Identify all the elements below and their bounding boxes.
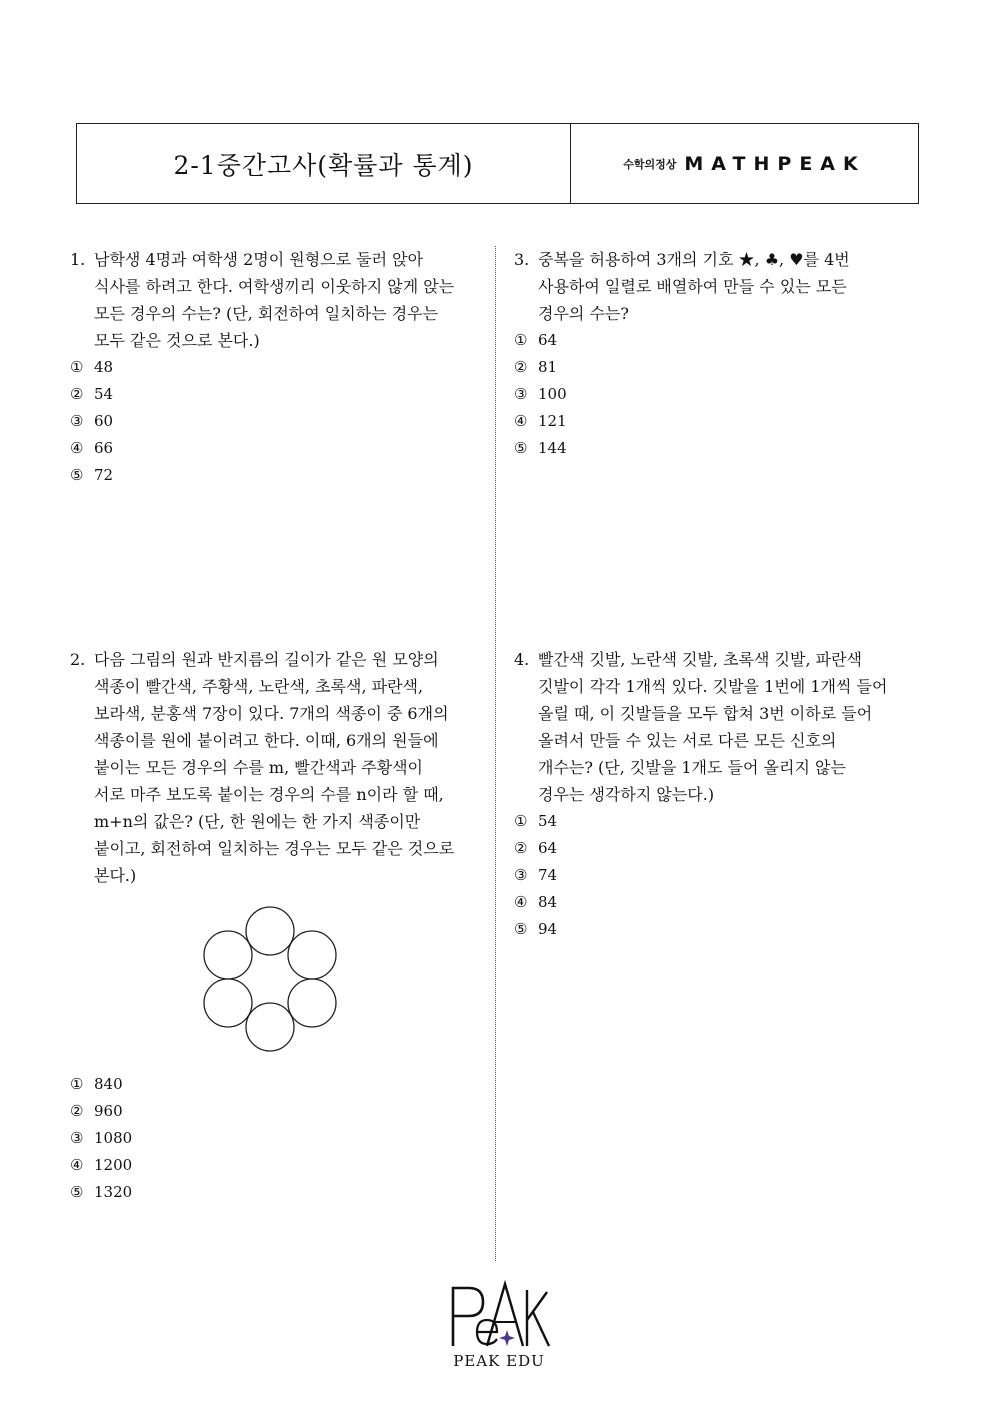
choice-item[interactable] — [70, 435, 485, 462]
choice-mark: ⑤ — [70, 1183, 84, 1201]
choice-mark: ③ — [514, 866, 528, 884]
brand-cell — [571, 124, 918, 203]
choice-item[interactable] — [514, 889, 924, 916]
choice-item[interactable] — [70, 1125, 485, 1152]
choice-mark: ④ — [514, 893, 528, 911]
choice-value: 1080 — [94, 1129, 133, 1147]
question-text: 빨간색 깃발, 노란색 깃발, 초록색 깃발, 파란색 깃발이 각각 1개씩 있다. 깃발을 1번에 1개씩 들어 올릴 때, 이 깃발들을 모두 합쳐 3번 이하로 들어 올려서 만들 수 있는 서로 다른 모든 신호의 개수는? (단, 깃발을 1개도 들어 올리지 않는 경우는 생각하지 않는다.) — [538, 650, 888, 804]
question-stem — [70, 246, 485, 354]
question-stem — [70, 646, 485, 889]
choice-value: 60 — [94, 412, 114, 430]
choice-item[interactable] — [514, 862, 924, 889]
exam-title: 2-1중간고사(확률과 통계) — [173, 150, 474, 180]
choice-item[interactable] — [70, 381, 485, 408]
choice-value: 81 — [538, 358, 558, 376]
peak-edu-logo — [444, 1280, 554, 1370]
choice-item[interactable] — [514, 835, 924, 862]
choice-value: 144 — [538, 439, 567, 457]
choice-mark: ③ — [70, 1129, 84, 1147]
circle-upper-right — [288, 931, 336, 979]
choice-value: 960 — [94, 1102, 123, 1120]
choice-value: 74 — [538, 866, 558, 884]
choice-item[interactable] — [70, 1098, 485, 1125]
choice-value: 48 — [94, 358, 114, 376]
choice-list — [70, 1071, 485, 1206]
choice-value: 54 — [538, 812, 558, 830]
choice-value: 64 — [538, 839, 558, 857]
choice-mark: ② — [70, 1102, 84, 1120]
choice-item[interactable] — [70, 1071, 485, 1098]
question-number: 3. — [514, 250, 530, 269]
choice-item[interactable] — [514, 435, 924, 462]
choice-item[interactable] — [514, 354, 924, 381]
choice-list — [514, 327, 924, 462]
circle-bottom — [246, 1003, 294, 1051]
question-text: 중복을 허용하여 3개의 기호 ★, ♣, ♥를 4번 사용하여 일렬로 배열하여 만들 수 있는 모든 경우의 수는? — [538, 250, 850, 323]
choice-item[interactable] — [514, 916, 924, 943]
choice-item[interactable] — [70, 354, 485, 381]
choice-mark: ② — [514, 839, 528, 857]
brand-tagline: 수학의정상 — [623, 157, 677, 171]
choice-item[interactable] — [70, 1152, 485, 1179]
circle-top — [246, 907, 294, 955]
choice-mark: ④ — [70, 1156, 84, 1174]
choice-value: 54 — [94, 385, 114, 403]
choice-list — [514, 808, 924, 943]
choice-item[interactable] — [70, 408, 485, 435]
question-2 — [70, 646, 485, 1206]
question-1 — [70, 246, 485, 489]
choice-item[interactable] — [514, 381, 924, 408]
question-number: 4. — [514, 650, 530, 669]
choice-mark: ④ — [70, 439, 84, 457]
brand-name: MATHPEAK — [684, 152, 866, 175]
question-3 — [514, 246, 924, 462]
choice-value: 1320 — [94, 1183, 133, 1201]
question-4 — [514, 646, 924, 943]
choice-mark: ① — [514, 331, 528, 349]
choice-value: 1200 — [94, 1156, 133, 1174]
exam-header — [76, 123, 919, 204]
choice-item[interactable] — [70, 462, 485, 489]
choice-item[interactable] — [514, 408, 924, 435]
question-number: 1. — [70, 250, 86, 269]
choice-value: 94 — [538, 920, 558, 938]
question-stem — [514, 646, 924, 808]
choice-value: 100 — [538, 385, 567, 403]
title-cell — [77, 124, 571, 203]
choice-mark: ① — [514, 812, 528, 830]
question-number: 2. — [70, 650, 86, 669]
choice-item[interactable] — [514, 808, 924, 835]
choice-value: 64 — [538, 331, 558, 349]
choice-mark: ⑤ — [70, 466, 84, 484]
choice-value: 840 — [94, 1075, 123, 1093]
choice-value: 72 — [94, 466, 114, 484]
logo-text: PEAK EDU — [453, 1352, 545, 1370]
choice-item[interactable] — [514, 327, 924, 354]
six-circles-figure — [200, 903, 340, 1053]
choice-mark: ③ — [514, 385, 528, 403]
column-divider — [495, 246, 496, 1261]
choice-mark: ⑤ — [514, 920, 528, 938]
circle-lower-left — [204, 979, 252, 1027]
choice-item[interactable] — [70, 1179, 485, 1206]
choice-list — [70, 354, 485, 489]
peak-logo-mark — [447, 1280, 551, 1350]
choice-value: 66 — [94, 439, 114, 457]
choice-mark: ② — [514, 358, 528, 376]
choice-value: 121 — [538, 412, 567, 430]
question-text: 남학생 4명과 여학생 2명이 원형으로 둘러 앉아 식사를 하려고 한다. 여학생끼리 이웃하지 않게 앉는 모든 경우의 수는? (단, 회전하여 일치하는 경우는 모두 같은 것으로 본다.) — [94, 250, 455, 350]
question-text: 다음 그림의 원과 반지름의 길이가 같은 원 모양의 색종이 빨간색, 주황색, 노란색, 초록색, 파란색, 보라색, 분홍색 7장이 있다. 7개의 색종이 중 6개의 색종이를 원에 붙이려고 한다. 이때, 6개의 원들에 붙이는 모든 경우의 수를 m, 빨간색과 주황색이 서로 마주 보도록 붙이는 경우의 수를 n이라 할 때, m+n의 값은? (단, 한 원에는 한 가지 색종이만 붙이고, 회전하여 일치하는 경우는 모두 같은 것으로 본다.) — [94, 650, 455, 885]
choice-mark: ② — [70, 385, 84, 403]
choice-mark: ⑤ — [514, 439, 528, 457]
choice-mark: ④ — [514, 412, 528, 430]
choice-mark: ① — [70, 1075, 84, 1093]
question-stem — [514, 246, 924, 327]
choice-value: 84 — [538, 893, 558, 911]
choice-mark: ① — [70, 358, 84, 376]
circle-lower-right — [288, 979, 336, 1027]
circle-upper-left — [204, 931, 252, 979]
choice-mark: ③ — [70, 412, 84, 430]
